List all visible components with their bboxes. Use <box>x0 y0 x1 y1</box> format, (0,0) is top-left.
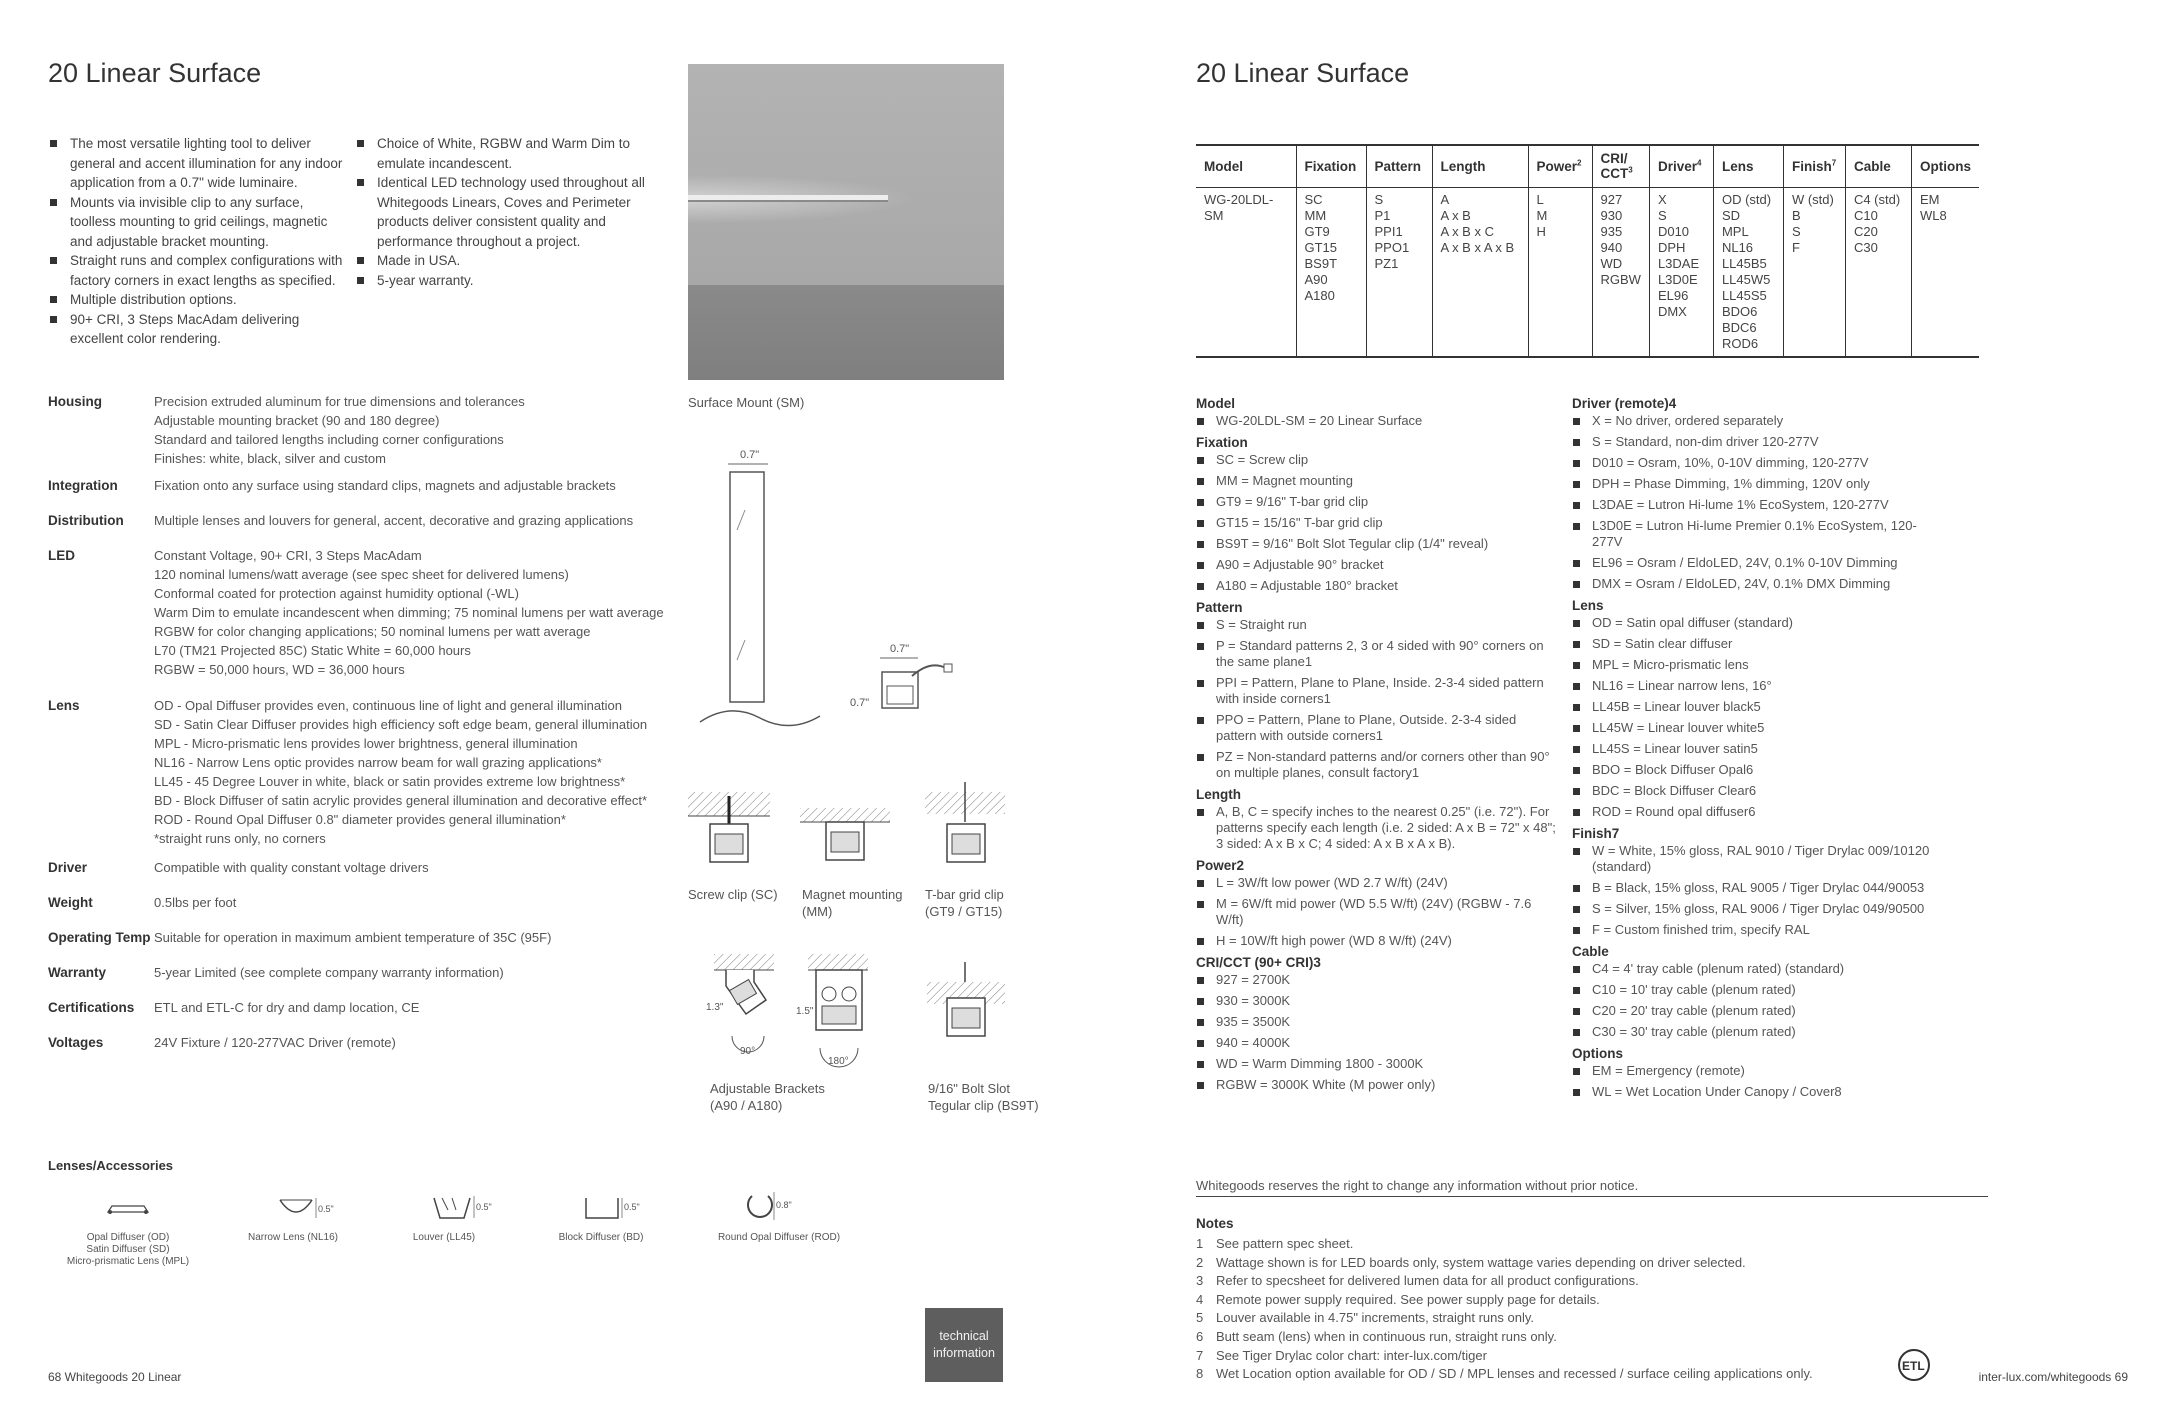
svg-text:0.8": 0.8" <box>776 1200 792 1210</box>
key-item: PPO = Pattern, Plane to Plane, Outside. 2-3-4 sided pattern with outside corners1 <box>1196 712 1556 744</box>
table-value: C20 <box>1853 223 1878 239</box>
table-header: Finish$^7$ <box>1783 145 1845 187</box>
notes <box>1196 1216 1813 1384</box>
acc-label-rod: Round Opal Diffuser (ROD) <box>717 1232 841 1243</box>
spec-value <box>154 893 236 912</box>
table-header: Cable <box>1845 145 1911 187</box>
key-heading: CRI/CCT (90+ CRI)3 <box>1196 955 1321 970</box>
opal-diffuser-icon <box>104 1196 152 1220</box>
note-item <box>1196 1291 1813 1310</box>
table-value: C30 <box>1853 239 1878 255</box>
note-text: See Tiger Drylac color chart: inter-lux.com/tiger <box>1216 1347 1487 1363</box>
spec-line: Precision extruded aluminum for true dimensions and tolerances <box>154 394 525 409</box>
key-list <box>1572 413 1932 592</box>
page-footer-left: 68 Whitegoods 20 Linear <box>48 1370 182 1384</box>
table-header: Driver$^4$ <box>1649 145 1713 187</box>
key-item: WL = Wet Location Under Canopy / Cover8 <box>1572 1084 1932 1100</box>
spec-label: Integration <box>48 478 118 493</box>
spec-line: BD - Block Diffuser of satin acrylic provides general illumination and decorative effect* <box>154 793 648 808</box>
svg-text:0.5": 0.5" <box>476 1202 492 1212</box>
key-item: 930 = 3000K <box>1196 993 1556 1009</box>
table-header: Length <box>1432 145 1528 187</box>
ordering-key-left <box>1196 390 1556 1098</box>
table-cell <box>1845 187 1911 357</box>
key-item: C4 = 4' tray cable (plenum rated) (standard) <box>1572 961 1932 977</box>
key-item: WD = Warm Dimming 1800 - 3000K <box>1196 1056 1556 1072</box>
spec-value <box>154 1033 396 1052</box>
key-item: X = No driver, ordered separately <box>1572 413 1932 429</box>
spec-line: Finishes: white, black, silver and custom <box>154 451 386 466</box>
key-heading: Model <box>1196 396 1235 411</box>
table-value: C10 <box>1853 207 1878 223</box>
table-value: EM <box>1919 191 1940 207</box>
svg-text:0.5": 0.5" <box>318 1204 334 1214</box>
spec-line: Compatible with quality constant voltage drivers <box>154 860 429 875</box>
bolt-slot-caption: 9/16" Bolt Slot Tegular clip (BS9T) <box>928 1081 1039 1113</box>
key-item: L3D0E = Lutron Hi-lume Premier 0.1% EcoSystem, 120-277V <box>1572 518 1932 550</box>
brackets-caption: Adjustable Brackets (A90 / A180) <box>710 1081 825 1113</box>
key-item: P = Standard patterns 2, 3 or 4 sided with 90° corners on the same plane1 <box>1196 638 1556 670</box>
key-heading: Finish7 <box>1572 826 1620 841</box>
table-value: GT9 <box>1304 223 1330 239</box>
table-value: MM <box>1304 207 1327 223</box>
key-item: EM = Emergency (remote) <box>1572 1063 1932 1079</box>
key-item: PPI = Pattern, Plane to Plane, Inside. 2-3-4 sided pattern with inside corners1 <box>1196 675 1556 707</box>
key-list <box>1196 972 1556 1093</box>
table-value: M <box>1536 207 1548 223</box>
key-item: RGBW = 3000K White (M power only) <box>1196 1077 1556 1093</box>
table-cell <box>1296 187 1366 357</box>
photo-caption: Surface Mount (SM) <box>688 395 805 410</box>
key-item: A, B, C = specify inches to the nearest 0.25" (i.e. 72"). For patterns specify each length (i.e. 2 sided: A x B = 72" x 48"; 3 sided: A x B x C; 4 sided: A x B x A x B). <box>1196 804 1556 852</box>
key-list <box>1196 617 1556 781</box>
table-value: S <box>1791 223 1801 239</box>
key-item: MM = Magnet mounting <box>1196 473 1556 489</box>
note-item <box>1196 1272 1813 1291</box>
table-value: H <box>1536 223 1546 239</box>
table-value: P1 <box>1374 207 1391 223</box>
key-item: S = Straight run <box>1196 617 1556 633</box>
key-item: A180 = Adjustable 180° bracket <box>1196 578 1556 594</box>
key-item: C10 = 10' tray cable (plenum rated) <box>1572 982 1932 998</box>
key-item: W = White, 15% gloss, RAL 9010 / Tiger Drylac 009/10120 (standard) <box>1572 843 1932 875</box>
spec-value <box>154 476 616 495</box>
table-cell <box>1783 187 1845 357</box>
key-item: M = 6W/ft mid power (WD 5.5 W/ft) (24V) (RGBW - 7.6 W/ft) <box>1196 896 1556 928</box>
table-header: Options <box>1911 145 1979 187</box>
dim-height-label: 0.7" <box>850 697 870 709</box>
spec-line: Warm Dim to emulate incandescent when dimming; 75 nominal lumens per watt average <box>154 605 664 620</box>
ordering-key-right <box>1572 390 1932 1105</box>
technical-information-tab[interactable]: technical information <box>925 1308 1003 1382</box>
table-value: WG-20LDL-SM <box>1204 191 1274 223</box>
key-item: L3DAE = Lutron Hi-lume 1% EcoSystem, 120-277V <box>1572 497 1932 513</box>
key-item: H = 10W/ft high power (WD 8 W/ft) (24V) <box>1196 933 1556 949</box>
table-value: BS9T <box>1304 255 1338 271</box>
key-item: LL45W = Linear louver white5 <box>1572 720 1932 736</box>
note-number: 3 <box>1196 1273 1204 1289</box>
key-item: BS9T = 9/16" Bolt Slot Tegular clip (1/4" reveal) <box>1196 536 1556 552</box>
key-item: DPH = Phase Dimming, 1% dimming, 120V only <box>1572 476 1932 492</box>
key-list <box>1572 843 1932 938</box>
note-number: 4 <box>1196 1291 1204 1307</box>
table-header: Lens <box>1713 145 1783 187</box>
table-cell <box>1649 187 1713 357</box>
note-text: Remote power supply required. See power supply page for details. <box>1216 1291 1600 1307</box>
note-item <box>1196 1309 1813 1328</box>
table-value: A x B x C <box>1440 223 1494 239</box>
key-item: D010 = Osram, 10%, 0-10V dimming, 120-277V <box>1572 455 1932 471</box>
feature-list-2 <box>355 134 655 290</box>
key-item: B = Black, 15% gloss, RAL 9005 / Tiger Drylac 044/90053 <box>1572 880 1932 896</box>
spec-row-lens <box>48 696 688 848</box>
block-diffuser-icon <box>582 1194 648 1224</box>
disclaimer: Whitegoods reserves the right to change any information without prior notice. <box>1196 1178 1988 1197</box>
key-list <box>1196 413 1556 429</box>
table-value: A180 <box>1304 287 1335 303</box>
table-cell <box>1713 187 1783 357</box>
spec-value <box>154 696 647 848</box>
key-heading: Driver (remote)4 <box>1572 396 1677 411</box>
key-item: 927 = 2700K <box>1196 972 1556 988</box>
spec-line: Constant Voltage, 90+ CRI, 3 Steps MacAdam <box>154 548 422 563</box>
feature-item: Multiple distribution options. <box>48 290 348 310</box>
table-value: F <box>1791 239 1800 255</box>
table-cell <box>1528 187 1592 357</box>
table-value: 935 <box>1600 223 1623 239</box>
note-item <box>1196 1254 1813 1273</box>
key-list <box>1572 961 1932 1040</box>
dimension-drawing <box>690 440 1010 740</box>
table-value: D010 <box>1657 223 1690 239</box>
note-number: 6 <box>1196 1328 1204 1344</box>
key-list <box>1572 615 1932 820</box>
spec-row-housing <box>48 392 688 468</box>
table-cell <box>1592 187 1649 357</box>
key-list <box>1572 1063 1932 1100</box>
ordering-table <box>1196 144 1979 358</box>
table-value: EL96 <box>1657 287 1689 303</box>
note-number: 8 <box>1196 1366 1204 1382</box>
louver-icon <box>428 1192 494 1224</box>
key-item: ROD = Round opal diffuser6 <box>1572 804 1932 820</box>
key-item: C20 = 20' tray cable (plenum rated) <box>1572 1003 1932 1019</box>
table-value: RGBW <box>1600 271 1641 287</box>
spec-label: LED <box>48 548 75 563</box>
key-item: GT15 = 15/16" T-bar grid clip <box>1196 515 1556 531</box>
table-value: X <box>1657 191 1667 207</box>
page-title-right: 20 Linear Surface <box>1196 58 1410 88</box>
spec-value <box>154 928 551 947</box>
page-footer-right: inter-lux.com/whitegoods 69 <box>1978 1370 2128 1384</box>
notes-title: Notes <box>1196 1216 1234 1231</box>
spec-line: RGBW = 50,000 hours, WD = 36,000 hours <box>154 662 405 677</box>
table-value: A90 <box>1304 271 1328 287</box>
spec-line: Fixation onto any surface using standard clips, magnets and adjustable brackets <box>154 478 616 493</box>
feature-item: 90+ CRI, 3 Steps MacAdam delivering excellent color rendering. <box>48 310 348 349</box>
feature-item: Straight runs and complex configurations with factory corners in exact lengths as specified. <box>48 251 348 290</box>
table-value: A x B x A x B <box>1440 239 1515 255</box>
spec-line: Standard and tailored lengths including corner configurations <box>154 432 504 447</box>
narrow-lens-icon <box>276 1196 336 1226</box>
table-value: LL45W5 <box>1721 271 1771 287</box>
key-item: S = Standard, non-dim driver 120-277V <box>1572 434 1932 450</box>
spec-label: Housing <box>48 394 102 409</box>
table-value: SC <box>1304 191 1323 207</box>
table-value: BDO6 <box>1721 303 1758 319</box>
key-item: L = 3W/ft low power (WD 2.7 W/ft) (24V) <box>1196 875 1556 891</box>
key-item: OD = Satin opal diffuser (standard) <box>1572 615 1932 631</box>
magnet-caption: Magnet mounting (MM) <box>802 887 903 919</box>
spec-label: Lens <box>48 698 80 713</box>
spec-line: Conformal coated for protection against humidity optional (-WL) <box>154 586 519 601</box>
spec-line: Suitable for operation in maximum ambient temperature of 35C (95F) <box>154 930 552 945</box>
table-value: GT15 <box>1304 239 1338 255</box>
key-heading: Lens <box>1572 598 1604 613</box>
spec-line: NL16 - Narrow Lens optic provides narrow beam for wall grazing applications* <box>154 755 602 770</box>
bracket-180-drawing <box>796 954 896 1074</box>
key-item: C30 = 30' tray cable (plenum rated) <box>1572 1024 1932 1040</box>
spec-label: Driver <box>48 860 88 875</box>
spec-line: MPL - Micro-prismatic lens provides lower brightness, general illumination <box>154 736 578 751</box>
feature-item: Made in USA. <box>355 251 655 271</box>
spec-row-led <box>48 546 688 679</box>
table-value: BDC6 <box>1721 319 1757 335</box>
spec-label: Distribution <box>48 513 124 528</box>
spec-line: LL45 - 45 Degree Louver in white, black or satin provides extreme low brightness* <box>154 774 626 789</box>
spec-row-distribution <box>48 511 688 530</box>
screw-clip-caption: Screw clip (SC) <box>688 887 778 902</box>
spec-line: 5-year Limited (see complete company warranty information) <box>154 965 504 980</box>
note-text: Butt seam (lens) when in continuous run, straight runs only. <box>1216 1328 1557 1344</box>
spec-line: ETL and ETL-C for dry and damp location, CE <box>154 1000 420 1015</box>
spec-row-weight <box>48 893 688 912</box>
note-item <box>1196 1347 1813 1366</box>
dim-width-label-2: 0.7" <box>890 643 910 655</box>
key-item: MPL = Micro-prismatic lens <box>1572 657 1932 673</box>
table-value: LL45S5 <box>1721 287 1767 303</box>
key-item: LL45S = Linear louver satin5 <box>1572 741 1932 757</box>
table-value: W (std) <box>1791 191 1834 207</box>
table-value: 940 <box>1600 239 1623 255</box>
table-value: DPH <box>1657 239 1686 255</box>
key-list <box>1196 875 1556 949</box>
note-text: Wet Location option available for OD / SD / MPL lenses and recessed / surface ceiling applications only. <box>1216 1366 1813 1382</box>
note-number: 2 <box>1196 1254 1204 1270</box>
acc-label-ll45: Louver (LL45) <box>412 1232 476 1243</box>
key-item: GT9 = 9/16" T-bar grid clip <box>1196 494 1556 510</box>
spec-line: 24V Fixture / 120-277VAC Driver (remote) <box>154 1035 396 1050</box>
key-item: LL45B = Linear louver black5 <box>1572 699 1932 715</box>
spec-value <box>154 998 419 1017</box>
key-item: SC = Screw clip <box>1196 452 1556 468</box>
spec-row-optemp <box>48 928 688 947</box>
key-heading: Power2 <box>1196 858 1245 873</box>
note-number: 5 <box>1196 1310 1204 1326</box>
note-text: Wattage shown is for LED boards only, system wattage varies depending on driver selected. <box>1216 1254 1746 1270</box>
feature-item: 5-year warranty. <box>355 271 655 291</box>
spec-label: Warranty <box>48 965 107 980</box>
spec-line: Multiple lenses and louvers for general, accent, decorative and grazing applications <box>154 513 634 528</box>
key-item: BDO = Block Diffuser Opal6 <box>1572 762 1932 778</box>
table-value: NL16 <box>1721 239 1754 255</box>
spec-label: Voltages <box>48 1035 104 1050</box>
table-header: Power$^2$ <box>1528 145 1592 187</box>
spec-value <box>154 511 633 530</box>
table-value: L3DAE <box>1657 255 1700 271</box>
note-item <box>1196 1235 1813 1254</box>
key-list <box>1196 804 1556 852</box>
note-text: See pattern spec sheet. <box>1216 1236 1354 1251</box>
table-header: Pattern <box>1366 145 1432 187</box>
bolt-slot-drawing <box>925 962 1015 1062</box>
key-item: EL96 = Osram / EldoLED, 24V, 0.1% 0-10V Dimming <box>1572 555 1932 571</box>
spec-line: ROD - Round Opal Diffuser 0.8" diameter provides general illumination* <box>154 812 566 827</box>
table-value: A x B <box>1440 207 1471 223</box>
table-header: CRI/ CCT$^3$ <box>1592 145 1649 187</box>
bracket-2-dim: 1.5" <box>796 1006 814 1017</box>
accessories-title: Lenses/Accessories <box>48 1158 174 1173</box>
note-text: Louver available in 4.75" increments, straight runs only. <box>1216 1310 1534 1326</box>
acc-label-nl16: Narrow Lens (NL16) <box>247 1232 339 1243</box>
table-value: DMX <box>1657 303 1687 319</box>
etl-certification-logo <box>1896 1348 1936 1382</box>
angle-180-label: 180° <box>828 1056 849 1067</box>
spec-row-warranty <box>48 963 688 982</box>
key-heading: Length <box>1196 787 1241 802</box>
table-value: L <box>1536 191 1544 207</box>
tbar-caption: T-bar grid clip (GT9 / GT15) <box>925 887 1004 919</box>
spec-row-certs <box>48 998 688 1017</box>
spec-line: L70 (TM21 Projected 85C) Static White = 60,000 hours <box>154 643 471 658</box>
key-item: SD = Satin clear diffuser <box>1572 636 1932 652</box>
table-header: Model <box>1196 145 1296 187</box>
table-value: PPO1 <box>1374 239 1410 255</box>
bracket-1-dim: 1.3" <box>706 1002 724 1013</box>
feature-item: The most versatile lighting tool to deliver general and accent illumination for any indoor application from a 0.7" wide luminaire. <box>48 134 348 193</box>
spec-label: Certifications <box>48 1000 135 1015</box>
table-value: WD <box>1600 255 1623 271</box>
key-list <box>1196 452 1556 594</box>
spec-line: 0.5lbs per foot <box>154 895 237 910</box>
luminaire-bar <box>688 195 888 202</box>
angle-90-label: 90° <box>740 1046 756 1057</box>
feature-list-1 <box>48 134 348 349</box>
dim-width-label: 0.7" <box>740 449 760 461</box>
key-item: PZ = Non-standard patterns and/or corners other than 90° on multiple planes, consult factory1 <box>1196 749 1556 781</box>
feature-item: Choice of White, RGBW and Warm Dim to emulate incandescent. <box>355 134 655 173</box>
right-page <box>1088 0 2176 1408</box>
note-item <box>1196 1365 1813 1384</box>
spec-line: OD - Opal Diffuser provides even, continuous line of light and general illumination <box>154 698 623 713</box>
table-value: A <box>1440 191 1450 207</box>
note-text: Refer to specsheet for delivered lumen data for all product configurations. <box>1216 1273 1639 1289</box>
feature-item: Mounts via invisible clip to any surface, toolless mounting to grid ceilings, magnetic and adjustable bracket mounting. <box>48 193 348 252</box>
key-item: F = Custom finished trim, specify RAL <box>1572 922 1932 938</box>
spec-line: Adjustable mounting bracket (90 and 180 degree) <box>154 413 440 428</box>
spec-value <box>154 392 525 468</box>
table-value: SD <box>1721 207 1741 223</box>
spec-value <box>154 546 664 679</box>
spec-line: SD - Satin Clear Diffuser provides high efficiency soft edge beam, general illumination <box>154 717 648 732</box>
table-value: PPI1 <box>1374 223 1403 239</box>
acc-label-od: Opal Diffuser (OD) Satin Diffuser (SD) Micro-prismatic Lens (MPL) <box>66 1232 190 1267</box>
spec-line: *straight runs only, no corners <box>154 831 326 846</box>
svg-text:ETL: ETL <box>1902 1359 1925 1373</box>
key-heading: Pattern <box>1196 600 1243 615</box>
table-value: ROD6 <box>1721 335 1759 351</box>
key-item: 940 = 4000K <box>1196 1035 1556 1051</box>
table-cell <box>1366 187 1432 357</box>
key-item: A90 = Adjustable 90° bracket <box>1196 557 1556 573</box>
key-item: BDC = Block Diffuser Clear6 <box>1572 783 1932 799</box>
table-value: C4 (std) <box>1853 191 1901 207</box>
table-cell <box>1432 187 1528 357</box>
key-item: 935 = 3500K <box>1196 1014 1556 1030</box>
table-value: OD (std) <box>1721 191 1772 207</box>
key-heading: Options <box>1572 1046 1623 1061</box>
magnet-mount-drawing <box>800 808 895 870</box>
spec-row-driver <box>48 858 688 877</box>
spec-row-integration <box>48 476 688 495</box>
spec-line: RGBW for color changing applications; 50 nominal lumens per watt average <box>154 624 591 639</box>
key-heading: Cable <box>1572 944 1609 959</box>
table-header: Fixation <box>1296 145 1366 187</box>
table-value: 930 <box>1600 207 1623 223</box>
key-item: NL16 = Linear narrow lens, 16° <box>1572 678 1932 694</box>
table-value: S <box>1657 207 1667 223</box>
feature-item: Identical LED technology used throughout all Whitegoods Linears, Coves and Perimeter products deliver consistent quality and performance throughout a project. <box>355 173 655 251</box>
table-value: S <box>1374 191 1384 207</box>
table-value: B <box>1791 207 1801 223</box>
table-value: LL45B5 <box>1721 255 1767 271</box>
product-photo <box>688 64 1004 380</box>
key-heading: Fixation <box>1196 435 1248 450</box>
table-value: MPL <box>1721 223 1749 239</box>
note-number: 7 <box>1196 1347 1204 1363</box>
key-item: WG-20LDL-SM = 20 Linear Surface <box>1196 413 1556 429</box>
spec-value <box>154 963 504 982</box>
spec-value <box>154 858 429 877</box>
table-cell <box>1196 187 1296 357</box>
spec-label: Weight <box>48 895 93 910</box>
screw-clip-drawing <box>688 790 778 870</box>
key-item: S = Silver, 15% gloss, RAL 9006 / Tiger Drylac 049/90500 <box>1572 901 1932 917</box>
table-value: 927 <box>1600 191 1623 207</box>
spec-line: 120 nominal lumens/watt average (see spec sheet for delivered lumens) <box>154 567 569 582</box>
page-title: 20 Linear Surface <box>48 58 262 88</box>
table-value: PZ1 <box>1374 255 1399 271</box>
table-cell <box>1911 187 1979 357</box>
spec-label: Operating Temp <box>48 930 151 945</box>
table-value: L3D0E <box>1657 271 1698 287</box>
table-value: WL8 <box>1919 207 1947 223</box>
acc-label-bd: Block Diffuser (BD) <box>558 1232 644 1243</box>
round-opal-diffuser-icon <box>740 1190 806 1226</box>
key-item: DMX = Osram / EldoLED, 24V, 0.1% DMX Dimming <box>1572 576 1932 592</box>
spec-row-voltages <box>48 1033 688 1052</box>
tbar-clip-drawing <box>925 782 1015 872</box>
note-item <box>1196 1328 1813 1347</box>
note-number: 1 <box>1196 1236 1204 1251</box>
svg-text:0.5": 0.5" <box>624 1202 640 1212</box>
